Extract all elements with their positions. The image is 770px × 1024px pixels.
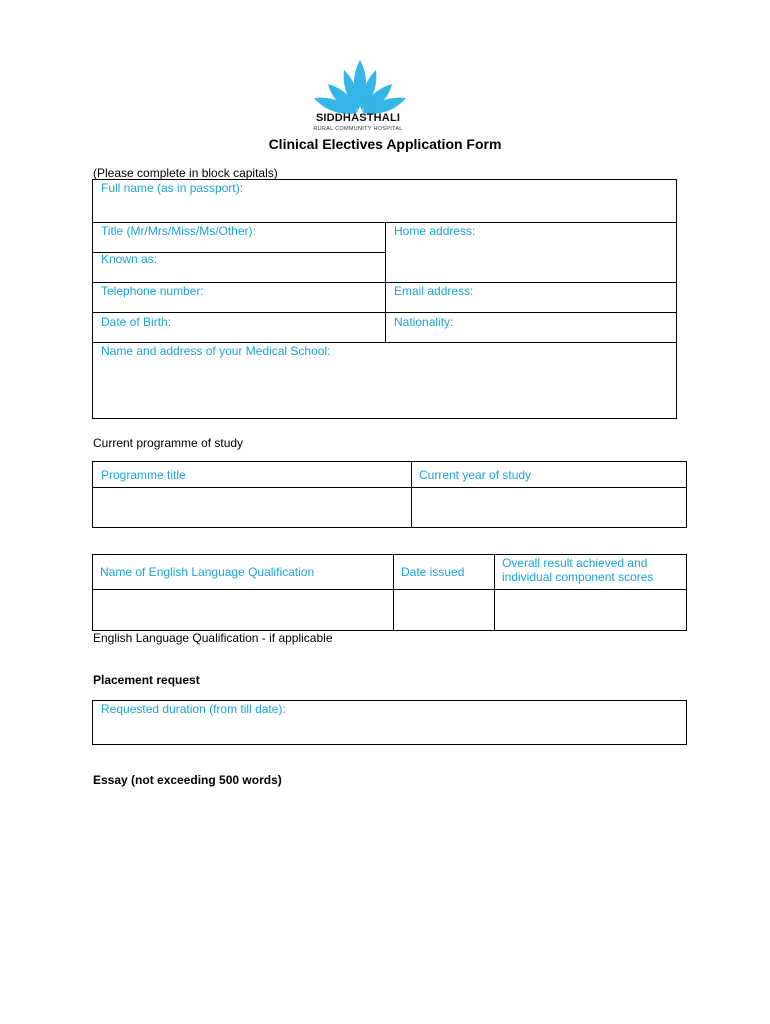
- telephone-field[interactable]: Telephone number:: [101, 284, 204, 298]
- dob-field[interactable]: Date of Birth:: [101, 315, 172, 329]
- current-year-header: Current year of study: [419, 468, 532, 482]
- result-input[interactable]: [495, 590, 686, 630]
- home-address-field[interactable]: Home address:: [394, 224, 476, 238]
- title-field[interactable]: Title (Mr/Mrs/Miss/Ms/Other):: [101, 224, 256, 238]
- requested-duration-field[interactable]: Requested duration (from till date):: [101, 702, 286, 716]
- form-title: Clinical Electives Application Form: [268, 136, 502, 152]
- result-header-line1: Overall result achieved and: [502, 556, 648, 570]
- nationality-field[interactable]: Nationality:: [394, 315, 454, 329]
- qualification-name-header: Name of English Language Qualification: [100, 565, 315, 579]
- current-year-input[interactable]: [412, 488, 686, 527]
- date-issued-input[interactable]: [394, 590, 493, 630]
- full-name-field[interactable]: Full name (as in passport):: [101, 181, 244, 195]
- brand-name: SIDDHASTHALI: [315, 112, 401, 124]
- placement-heading: Placement request: [93, 673, 200, 687]
- essay-heading: Essay (not exceeding 500 words): [93, 773, 282, 787]
- result-header-line2: individual component scores: [502, 570, 654, 584]
- divider: [92, 312, 677, 313]
- qualification-name-input[interactable]: [93, 590, 392, 630]
- english-caption: English Language Qualification - if applicable: [93, 631, 333, 645]
- medical-school-field[interactable]: Name and address of your Medical School:: [101, 344, 331, 358]
- divider: [92, 282, 677, 283]
- date-issued-header: Date issued: [401, 565, 465, 579]
- divider: [92, 342, 677, 343]
- brand-subtitle: RURAL COMMUNITY HOSPITAL: [313, 126, 403, 132]
- instructions: (Please complete in block capitals): [93, 166, 278, 180]
- study-heading: Current programme of study: [93, 436, 244, 450]
- email-field[interactable]: Email address:: [394, 284, 474, 298]
- programme-title-header: Programme title: [101, 468, 186, 482]
- programme-title-input[interactable]: [93, 488, 410, 527]
- known-as-field[interactable]: Known as:: [101, 252, 158, 266]
